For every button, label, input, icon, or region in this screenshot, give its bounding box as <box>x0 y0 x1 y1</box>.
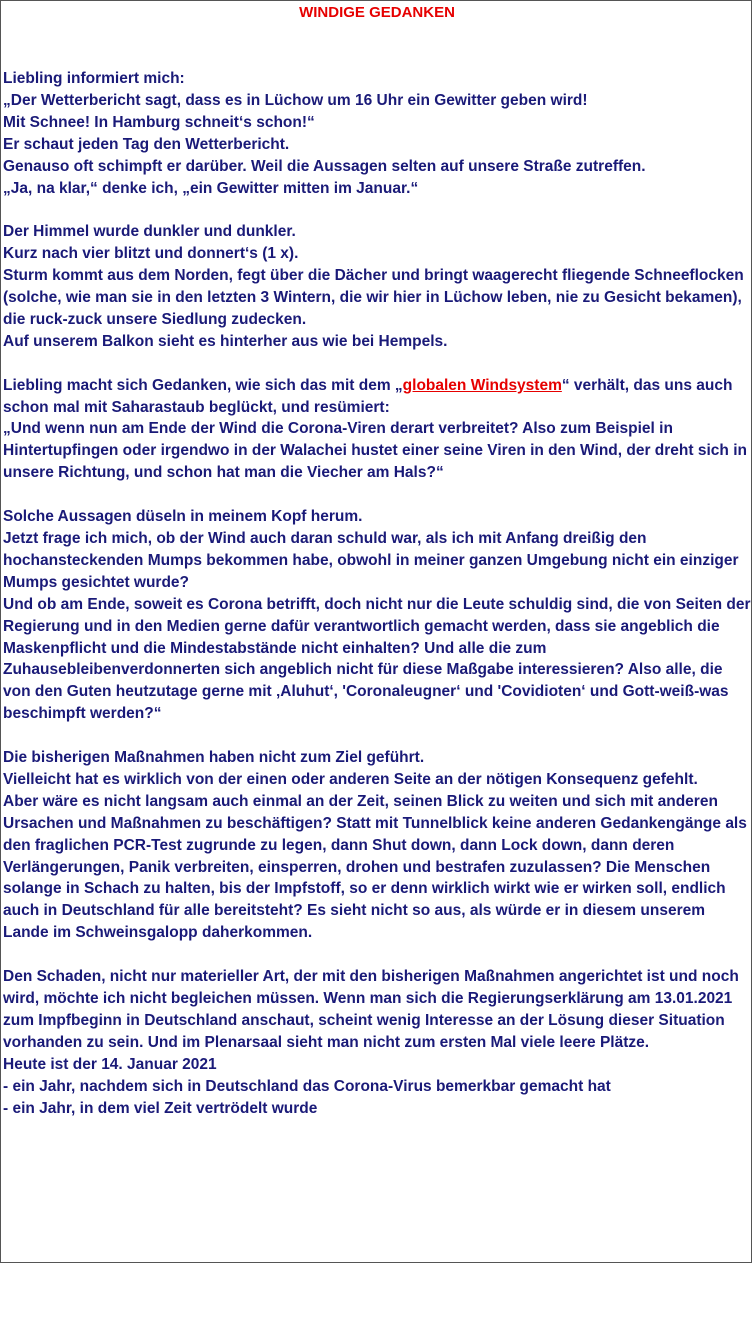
text-line-with-link <box>3 375 751 419</box>
text-line: Kurz nach vier blitzt und donnert‘s (1 x). <box>3 245 299 263</box>
article-title: WINDIGE GEDANKEN <box>299 4 455 21</box>
text-line: - ein Jahr, nachdem sich in Deutschland das Corona-Virus bemerkbar gemacht hat <box>3 1077 611 1095</box>
text-segment: “ verhält, das uns auch schon mal mit Saharastaub beglückt, und resümiert: <box>3 376 733 416</box>
text-line: Er schaut jeden Tag den Wetterbericht. <box>3 135 290 153</box>
paragraph-gap <box>3 353 751 375</box>
text-line: Liebling informiert mich: <box>3 70 185 87</box>
paragraph-gap <box>3 725 751 747</box>
text-line: Jetzt frage ich mich, ob der Wind auch daran schuld war, als ich mit Anfang dreißig den hochansteckenden Mumps bekommen habe, obwohl in meiner ganzen Umgebung nicht ein einziger Mumps gesichtet wurde? <box>3 529 739 591</box>
paragraph-gap <box>3 944 751 966</box>
globales-windsystem-link[interactable]: globalen Windsystem <box>402 376 562 394</box>
text-line: Der Himmel wurde dunkler und dunkler. <box>3 223 296 241</box>
text-line: Und ob am Ende, soweit es Corona betrifft, doch nicht nur die Leute schuldig sind, die von Seiten der Regierung und in den Medien gerne dafür verantwortlich gemacht werden, dass sie angeblich die Maskenpflicht und die Mindestabstände nicht einhalten? Und alle die zum Zuhausebleibenverdonnerten sich angeblich nicht für diese Maßgabe interessieren? Also alle, die von den Guten heutzutage gerne mit ‚Aluhut‘, 'Coronaleugner‘ und 'Covidioten‘ und Gott-weiß-was beschimpft werden?“ <box>3 595 751 723</box>
text-line: Die bisherigen Maßnahmen haben nicht zum Ziel geführt. <box>3 749 425 767</box>
text-segment: Liebling macht sich Gedanken, wie sich das mit dem „ <box>3 376 403 394</box>
article-body <box>3 68 751 1119</box>
text-line: Mit Schnee! In Hamburg schneit‘s schon!“ <box>3 113 315 131</box>
text-line: Den Schaden, nicht nur materieller Art, der mit den bisherigen Maßnahmen angerichtet ist und noch wird, möchte ich nicht begleichen müssen. Wenn man sich die Regierungserklärung am 13.01.2021 zum Impfbeginn in Deutschland anschaut, scheint wenig Interesse an der Lösung dieser Situation vorhanden zu sein. Und im Plenarsaal sieht man nicht zum ersten Mal viele leere Plätze. <box>3 968 739 1051</box>
text-line: Genauso oft schimpft er darüber. Weil die Aussagen selten auf unsere Straße zutreffen. <box>3 157 646 175</box>
text-line: „Ja, na klar,“ denke ich, „ein Gewitter mitten im Januar.“ <box>3 179 419 197</box>
text-line: Heute ist der 14. Januar 2021 <box>3 1055 217 1073</box>
text-line: Solche Aussagen düseln in meinem Kopf herum. <box>3 508 363 526</box>
text-line: Sturm kommt aus dem Norden, fegt über die Dächer und bringt waagerecht fliegende Schneeflocken (solche, wie man sie in den letzten 3 Wintern, die wir hier in Lüchow leben, nie zu Gesicht bekamen), die ruck-zuck unsere Siedlung zudecken. <box>3 267 744 328</box>
text-line: Vielleicht hat es wirklich von der einen oder anderen Seite an der nötigen Konsequenz gefehlt. <box>3 770 698 788</box>
text-line: „Der Wetterbericht sagt, dass es in Lüchow um 16 Uhr ein Gewitter geben wird! <box>3 91 588 109</box>
text-line: „Und wenn nun am Ende der Wind die Corona-Viren derart verbreitet? Also zum Beispiel in Hintertupfingen oder irgendwo in der Walachei hustet einer seine Viren in den Wind, der dreht sich in unsere Richtung, und schon hat man die Viecher am Hals?“ <box>3 420 747 482</box>
paragraph-gap <box>3 484 751 506</box>
paragraph-gap <box>3 199 751 221</box>
text-line: Aber wäre es nicht langsam auch einmal an der Zeit, seinen Blick zu weiten und sich mit anderen Ursachen und Maßnahmen zu beschäftigen? Statt mit Tunnelblick keine anderen Gedankengänge als den fraglichen PCR-Test zugrunde zu legen, dann Shut down, dann Lock down, dann deren Verlängerungen, Panik verbreiten, einsperren, drohen und bestrafen zuzulassen? Die Menschen solange in Schach zu halten, bis der Impfstoff, so er denn wirklich wirkt wie er wirken soll, endlich auch in Deutschland für alle bereitsteht? Es sieht nicht so aus, als würde er in diesem unserem Lande im Schweinsgalopp daherkommen. <box>3 792 747 942</box>
text-line: - ein Jahr, in dem viel Zeit vertrödelt wurde <box>3 1099 318 1117</box>
text-line: Auf unserem Balkon sieht es hinterher aus wie bei Hempels. <box>3 332 448 350</box>
